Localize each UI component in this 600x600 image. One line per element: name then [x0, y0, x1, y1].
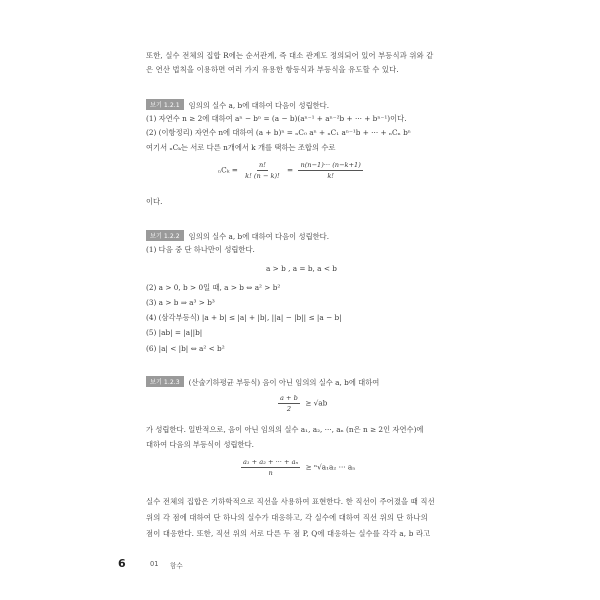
fraction-mean	[241, 458, 300, 477]
page-number: 6	[118, 557, 126, 570]
example-2-item-3: (3) a > b ⇒ a³ > b³	[146, 298, 215, 307]
example-title: (산술기하평균 부등식) 음이 아닌 임의의 실수 a, b에 대하여	[188, 378, 380, 387]
formula-equals: =	[287, 165, 294, 175]
example-2-item-5: (5) |ab| = |a||b|	[146, 328, 203, 337]
formula-lhs: ₙCₖ =	[218, 165, 238, 175]
fraction-numerator: a + b	[280, 394, 298, 402]
combination-formula	[218, 161, 366, 180]
fraction-denominator: n	[268, 469, 273, 477]
fraction-denominator: 2	[286, 405, 292, 413]
chapter-number: 01	[150, 560, 159, 568]
example-3-line-1: 가 성립한다. 일반적으로, 음이 아닌 임의의 실수 a₁, a₂, ···, aₙ (n은 n ≥ 2인 자연수)에	[146, 425, 424, 434]
example-1-header	[146, 99, 329, 111]
example-2-item-4: (4) (삼각부등식) |a + b| ≤ |a| + |b|, ||a| − |b|| ≤ |a − b|	[146, 313, 342, 322]
fraction-numerator: n!	[258, 161, 266, 169]
fraction-mean	[278, 394, 300, 413]
trichotomy: a > b , a = b, a < b	[266, 264, 337, 273]
closing-line-2: 위의 각 점에 대하여 단 하나의 실수가 대응하고, 각 실수에 대하여 직선 위의 단 하나의	[146, 513, 428, 522]
example-2-item-1: (1) 다음 중 단 하나만이 성립한다.	[146, 245, 255, 254]
example-2-item-6: (6) |a| < |b| ⇔ a² < b²	[146, 344, 225, 353]
fraction-denominator: k!	[327, 172, 334, 180]
fraction-product	[298, 161, 362, 180]
example-tag: 보기 1.2.2	[146, 230, 184, 241]
intro-line-1: 또한, 실수 전체의 집합 R에는 순서관계, 즉 대소 관계도 정의되어 있어 부등식과 위와 같	[146, 51, 434, 60]
example-title: 임의의 실수 a, b에 대하여 다음이 성립한다.	[188, 232, 330, 241]
example-3-line-2: 대하여 다음의 부등식이 성립한다.	[146, 440, 254, 449]
example-2-header	[146, 230, 329, 242]
fraction-numerator: n(n−1)··· (n−k+1)	[300, 161, 361, 169]
intro-line-2: 은 연산 법칙을 이용하면 여러 가지 유용한 항등식과 부등식을 유도할 수 있다.	[146, 65, 399, 74]
example-3-header	[146, 376, 379, 388]
closing-line-3: 점이 대응한다. 또한, 직선 위의 서로 다른 두 점 P, Q에 대응하는 실수를 각각 a, b 라고	[146, 529, 431, 538]
chapter-title: 함수	[170, 562, 183, 570]
formula-rhs: ≥ √ab	[305, 398, 328, 408]
example-tag: 보기 1.2.1	[146, 99, 184, 110]
fraction-denominator: k! (n − k)!	[245, 172, 280, 180]
example-title: 임의의 실수 a, b에 대하여 다음이 성립한다.	[188, 101, 330, 110]
example-tag: 보기 1.2.3	[146, 376, 184, 387]
am-gm-two	[275, 394, 327, 413]
example-2-item-2: (2) a > 0, b > 0일 때, a > b ⇔ a² > b²	[146, 283, 281, 292]
formula-rhs: ≥ ⁿ√a₁a₂ ··· aₙ	[305, 462, 356, 472]
closing-line-1: 실수 전체의 집합은 기하학적으로 직선을 사용하여 표현한다. 한 직선이 주어졌을 때 직선	[146, 497, 435, 506]
fraction-factorial	[243, 161, 282, 180]
example-1-end: 이다.	[146, 197, 163, 206]
am-gm-general	[238, 458, 355, 477]
fraction-numerator: a₁ + a₂ + ··· + aₙ	[243, 458, 299, 466]
example-1-item-3: 여기서 ₙCₖ는 서로 다른 n개에서 k 개를 택하는 조합의 수로	[146, 143, 336, 152]
example-1-item-2: (2) (이항정리) 자연수 n에 대하여 (a + b)ⁿ = ₙC₀ aⁿ + ₙC₁ aⁿ⁻¹b + ··· + ₙCₙ bⁿ	[146, 128, 411, 137]
example-1-item-1: (1) 자연수 n ≥ 2에 대하여 aⁿ − bⁿ = (a − b)(aⁿ⁻¹ + aⁿ⁻²b + ··· + bⁿ⁻¹)이다.	[146, 114, 407, 123]
